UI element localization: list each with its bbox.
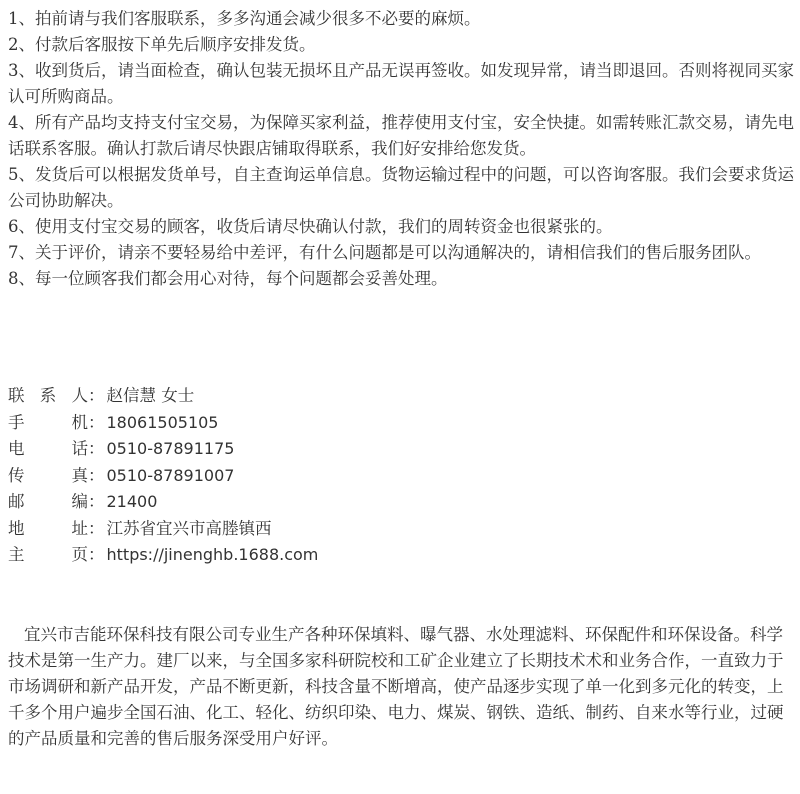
colon: ： bbox=[88, 518, 105, 538]
note-item: 1、拍前请与我们客服联系，多多沟通会减少很多不必要的麻烦。 bbox=[8, 9, 481, 28]
service-notes bbox=[8, 6, 794, 292]
mobile-value: 18061505105 bbox=[106, 412, 219, 432]
contact-info bbox=[8, 383, 608, 569]
colon: ： bbox=[88, 465, 105, 485]
homepage-value: https://jinenghb.1688.com bbox=[106, 545, 319, 564]
zip-value: 21400 bbox=[106, 492, 158, 511]
note-item: 7、关于评价，请亲不要轻易给中差评，有什么问题都是可以沟通解决的，请相信我们的售后服务团队。 bbox=[8, 243, 761, 262]
note-item: 3、收到货后，请当面检查，确认包装无损坏且产品无误再签收。如发现异常，请当即退回。否则将视同买家认可所购商品。 bbox=[8, 61, 794, 106]
company-intro: 宜兴市吉能环保科技有限公司专业生产各种环保填料、曝气器、水处理滤料、环保配件和环保设备。科学技术是第一生产力。建厂以来，与全国多家科研院校和工矿企业建立了长期技术术和业务合作，一直致力于市场调研和新产品开发，产品不断更新，科技含量不断增高，使产品逐步实现了单一化到多元化的转变，上千多个用户遍步全国石油、化工、轻化、纺织印染、电力、煤炭、钢铁、造纸、制药、自来水等行业，过硬的产品质量和完善的售后服务深受用户好评。 bbox=[8, 625, 784, 748]
homepage-label: 主页 bbox=[8, 545, 88, 564]
address-row bbox=[8, 516, 608, 543]
fax-value: 0510-87891007 bbox=[106, 465, 235, 485]
note-item: 6、使用支付宝交易的顾客，收货后请尽快确认付款，我们的周转资金也很紧张的。 bbox=[8, 217, 613, 236]
zip-row bbox=[8, 489, 608, 516]
note-item: 5、发货后可以根据发货单号，自主查询运单信息。货物运输过程中的问题，可以咨询客服。我们会要求货运公司协助解决。 bbox=[8, 165, 794, 210]
note-item: 2、付款后客服按下单先后顺序安排发货。 bbox=[8, 35, 316, 54]
phone-label: 电话 bbox=[8, 439, 88, 458]
fax-label: 传真 bbox=[8, 465, 88, 485]
colon: ： bbox=[88, 412, 105, 432]
colon: ： bbox=[88, 545, 105, 564]
phone-value: 0510-87891175 bbox=[106, 439, 235, 458]
zip-label: 邮编 bbox=[8, 492, 88, 511]
phone-row bbox=[8, 436, 608, 463]
colon: ： bbox=[88, 492, 105, 511]
homepage-row bbox=[8, 542, 608, 569]
contact-person-value: 赵信慧 女士 bbox=[106, 386, 195, 405]
note-item: 4、所有产品均支持支付宝交易，为保障买家利益，推荐使用支付宝，安全快捷。如需转账汇款交易，请先电话联系客服。确认打款后请尽快跟店铺取得联系，我们好安排给您发货。 bbox=[8, 113, 794, 158]
colon: ： bbox=[88, 439, 105, 458]
contact-person-label: 联系人 bbox=[8, 386, 88, 405]
colon: ： bbox=[88, 386, 105, 405]
mobile-row bbox=[8, 410, 608, 437]
address-label: 地址 bbox=[8, 518, 88, 538]
contact-person-row bbox=[8, 383, 608, 410]
note-item: 8、每一位顾客我们都会用心对待，每个问题都会妥善处理。 bbox=[8, 269, 448, 288]
mobile-label: 手机 bbox=[8, 412, 88, 432]
address-value: 江苏省宜兴市高塍镇西 bbox=[106, 518, 272, 538]
fax-row bbox=[8, 463, 608, 490]
